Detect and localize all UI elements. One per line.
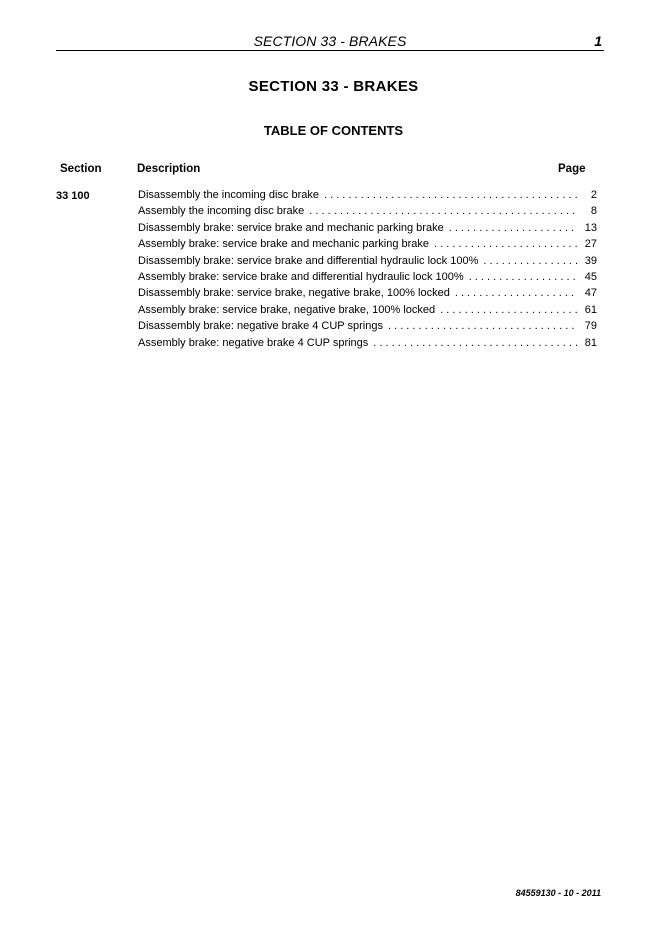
toc-entry-description: Disassembly the incoming disc brake <box>138 189 319 201</box>
toc-entry[interactable] <box>138 287 597 303</box>
toc-entry[interactable] <box>138 189 597 205</box>
dot-leader <box>434 238 577 250</box>
toc-entry-page: 81 <box>584 336 597 349</box>
toc-title: TABLE OF CONTENTS <box>263 123 404 138</box>
column-header-description: Description <box>137 163 201 175</box>
toc-list <box>138 189 597 353</box>
toc-entry[interactable] <box>138 238 597 254</box>
toc-entry-description: Assembly brake: negative brake 4 CUP springs <box>138 336 369 349</box>
toc-entry-description: Disassembly brake: service brake and differential hydraulic lock 100% <box>138 254 479 267</box>
toc-entry-description: Assembly brake: service brake, negative brake, 100% locked <box>138 303 436 316</box>
toc-entry-page: 39 <box>584 254 597 267</box>
toc-entry[interactable] <box>138 320 597 336</box>
dot-leader <box>483 255 577 267</box>
dot-leader <box>449 222 577 234</box>
toc-entry[interactable] <box>138 255 597 271</box>
dot-leader <box>388 320 577 332</box>
running-header-title: SECTION 33 - BRAKES <box>253 33 407 49</box>
toc-entry-description: Disassembly brake: service brake, negative brake, 100% locked <box>138 287 450 300</box>
footer-document-code: 84559130 - 10 - 2011 <box>515 888 601 898</box>
toc-entry-page: 47 <box>584 287 597 300</box>
toc-entry[interactable] <box>138 205 597 221</box>
section-code: 33 100 <box>56 190 90 202</box>
toc-entry-page: 61 <box>584 303 597 316</box>
running-header <box>56 32 604 51</box>
column-header-section: Section <box>60 163 102 175</box>
dot-leader <box>440 304 577 316</box>
dot-leader <box>455 287 577 299</box>
toc-entry[interactable] <box>138 271 597 287</box>
document-title: SECTION 33 - BRAKES <box>248 78 419 95</box>
page-number: 1 <box>594 33 602 49</box>
toc-entry-description: Assembly brake: service brake and differential hydraulic lock 100% <box>138 270 464 283</box>
toc-entry[interactable] <box>138 337 597 353</box>
toc-entry-description: Disassembly brake: service brake and mechanic parking brake <box>138 221 444 234</box>
dot-leader <box>469 271 577 283</box>
toc-entry-page: 79 <box>584 320 597 333</box>
dot-leader <box>309 205 577 217</box>
toc-entry[interactable] <box>138 222 597 238</box>
toc-entry-page: 8 <box>590 205 597 218</box>
toc-entry-page: 13 <box>584 221 597 234</box>
toc-entry-page: 2 <box>590 189 597 201</box>
toc-entry-page: 27 <box>584 238 597 251</box>
dot-leader <box>324 189 577 201</box>
toc-entry-description: Disassembly brake: negative brake 4 CUP springs <box>138 320 383 333</box>
column-header-page: Page <box>558 163 586 175</box>
toc-entry[interactable] <box>138 304 597 320</box>
toc-entry-description: Assembly brake: service brake and mechanic parking brake <box>138 238 430 251</box>
dot-leader <box>373 337 577 349</box>
toc-entry-page: 45 <box>584 270 597 283</box>
toc-entry-description: Assembly the incoming disc brake <box>138 205 305 218</box>
